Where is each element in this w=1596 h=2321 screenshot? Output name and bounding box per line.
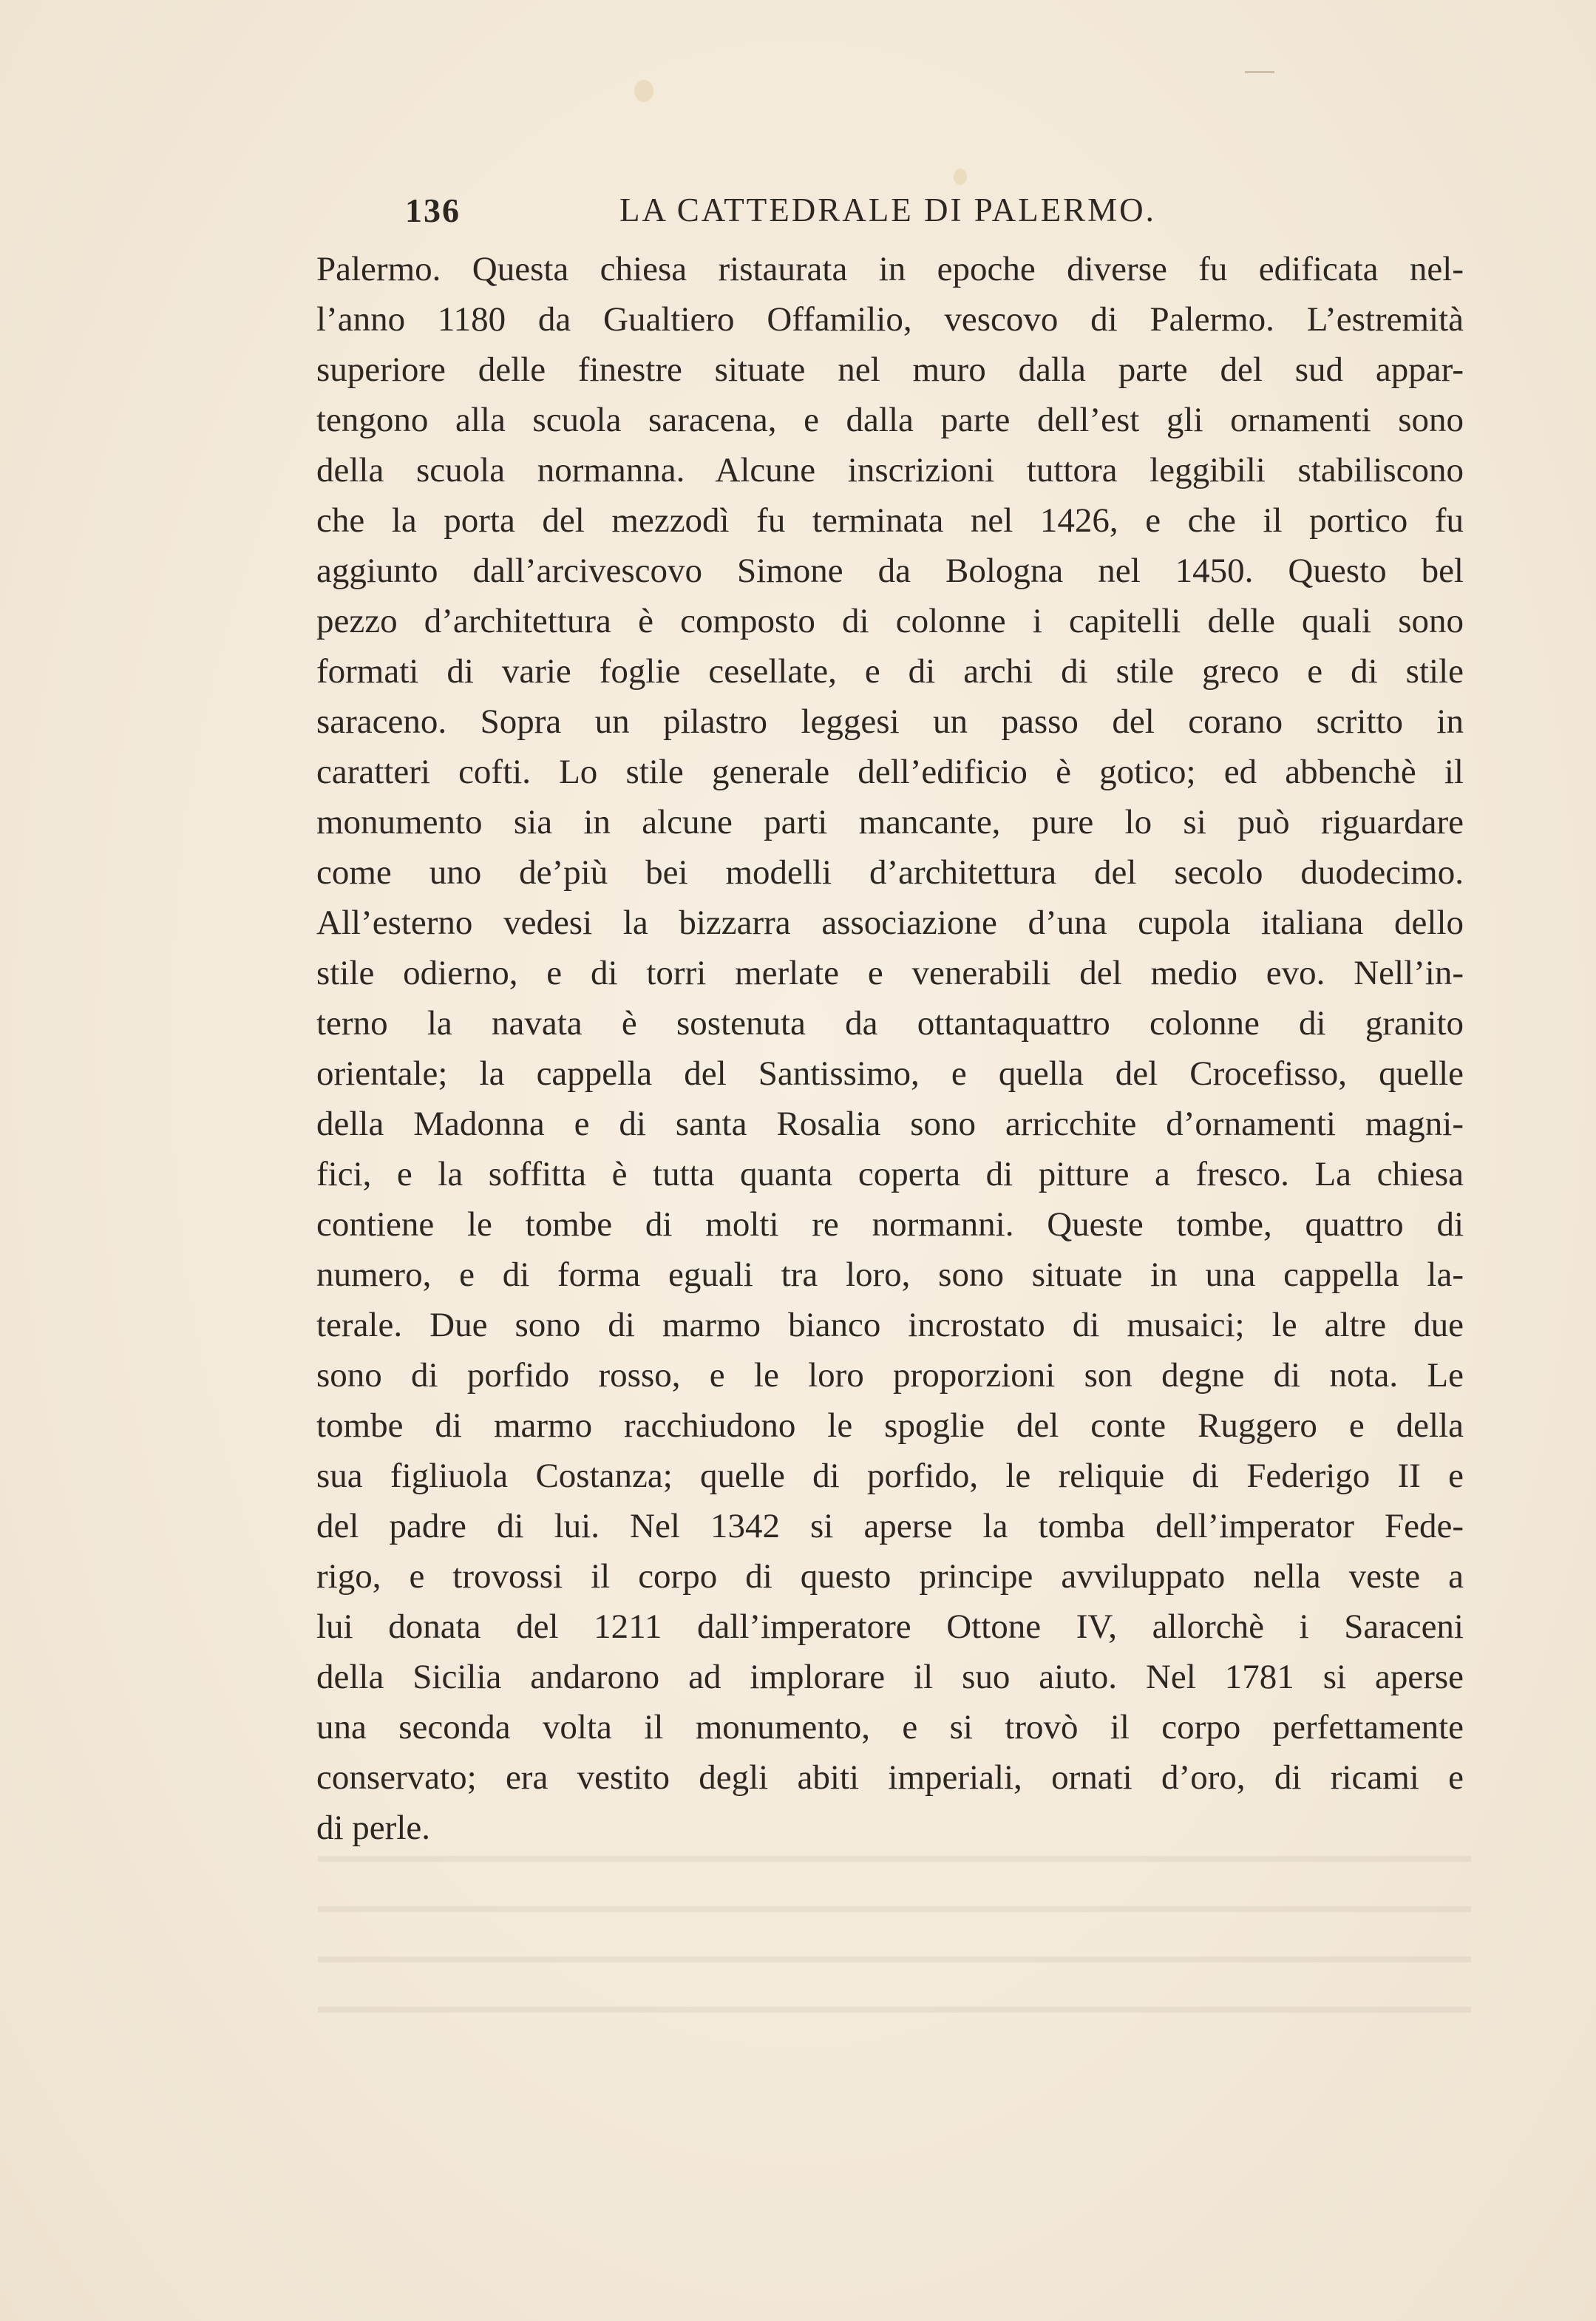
text-line: stile odierno, e di torri merlate e venerabili del medio evo. Nell’in-	[316, 954, 1464, 992]
text-line: sua figliuola Costanza; quelle di porfido, le reliquie di Federigo II e	[316, 1457, 1464, 1495]
body-text	[316, 244, 1464, 1853]
text-line: superiore delle finestre situate nel muro dalla parte del sud appar-	[316, 350, 1464, 389]
text-line: saraceno. Sopra un pilastro leggesi un passo del corano scritto in	[316, 702, 1464, 741]
text-line: del padre di lui. Nel 1342 si aperse la tomba dell’imperator Fede-	[316, 1507, 1464, 1545]
paper-mark	[1245, 71, 1274, 73]
text-line: della Madonna e di santa Rosalia sono arricchite d’ornamenti magni-	[316, 1105, 1464, 1143]
text-line: aggiunto dall’arcivescovo Simone da Bologna nel 1450. Questo bel	[316, 552, 1464, 590]
paper-stain	[954, 169, 967, 185]
text-line: formati di varie foglie cesellate, e di archi di stile greco e di stile	[316, 652, 1464, 691]
text-line: Palermo. Questa chiesa ristaurata in epoche diverse fu edificata nel-	[316, 250, 1464, 288]
text-line: lui donata del 1211 dall’imperatore Ottone IV, allorchè i Saraceni	[316, 1607, 1464, 1646]
text-line: pezzo d’architettura è composto di colonne i capitelli delle quali sono	[316, 602, 1464, 640]
text-line: una seconda volta il monumento, e si trovò il corpo perfettamente	[316, 1708, 1464, 1746]
page-header	[405, 191, 1240, 235]
text-line: rigo, e trovossi il corpo di questo principe avviluppato nella veste a	[316, 1557, 1464, 1596]
text-line: terale. Due sono di marmo bianco incrostato di musaici; le altre due	[316, 1306, 1464, 1344]
text-line: contiene le tombe di molti re normanni. Queste tombe, quattro di	[316, 1205, 1464, 1244]
text-line: tengono alla scuola saracena, e dalla parte dell’est gli ornamenti sono	[316, 401, 1464, 439]
page-number: 136	[405, 192, 461, 229]
text-line: conservato; era vestito degli abiti imperiali, ornati d’oro, di ricami e	[316, 1758, 1464, 1797]
text-line: terno la navata è sostenuta da ottantaquattro colonne di granito	[316, 1004, 1464, 1043]
text-line: monumento sia in alcune parti mancante, pure lo si può riguardare	[316, 803, 1464, 841]
text-line: orientale; la cappella del Santissimo, e quella del Crocefisso, quelle	[316, 1054, 1464, 1093]
text-line: della scuola normanna. Alcune inscrizioni tuttora leggibili stabiliscono	[316, 451, 1464, 489]
text-line: All’esterno vedesi la bizzarra associazione d’una cupola italiana dello	[316, 904, 1464, 942]
text-line: fici, e la soffitta è tutta quanta coperta di pitture a fresco. La chiesa	[316, 1155, 1464, 1193]
text-line: della Sicilia andarono ad implorare il suo aiuto. Nel 1781 si aperse	[316, 1658, 1464, 1696]
show-through-text	[318, 1826, 1471, 2048]
running-title: LA CATTEDRALE DI PALERMO.	[619, 192, 1156, 228]
text-line: numero, e di forma eguali tra loro, sono situate in una cappella la-	[316, 1256, 1464, 1294]
text-line: l’anno 1180 da Gualtiero Offamilio, vescovo di Palermo. L’estremità	[316, 300, 1464, 339]
text-line: tombe di marmo racchiudono le spoglie del conte Ruggero e della	[316, 1406, 1464, 1445]
text-line: di perle.	[316, 1809, 430, 1847]
text-line: come uno de’più bei modelli d’architettura del secolo duodecimo.	[316, 853, 1464, 892]
text-line: sono di porfido rosso, e le loro proporzioni son degne di nota. Le	[316, 1356, 1464, 1395]
paper-stain	[634, 80, 653, 102]
text-line: caratteri cofti. Lo stile generale dell’edificio è gotico; ed abbenchè il	[316, 753, 1464, 791]
text-line: che la porta del mezzodì fu terminata nel 1426, e che il portico fu	[316, 501, 1464, 540]
